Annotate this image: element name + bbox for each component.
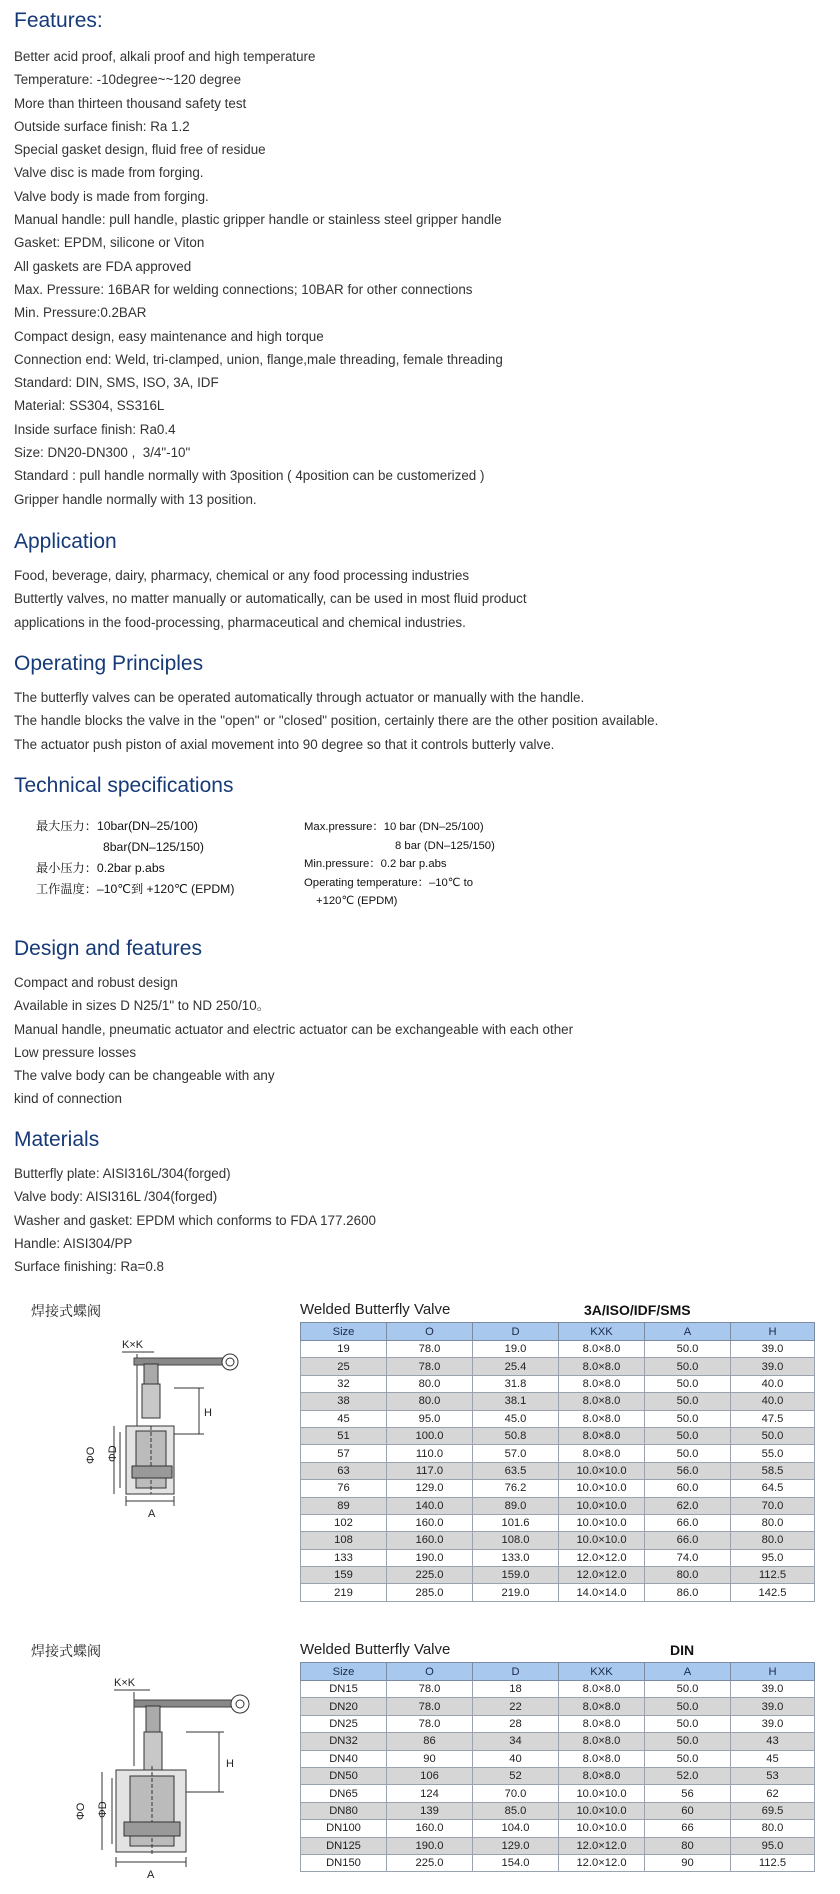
features-line: Special gasket design, fluid free of residue: [14, 142, 266, 158]
table-cell: 40.0: [731, 1393, 815, 1410]
table-cell: 70.0: [731, 1497, 815, 1514]
table-cell: 18: [473, 1681, 559, 1698]
table-standard-3a: 3A/ISO/IDF/SMS: [584, 1302, 691, 1318]
table-cell: 34: [473, 1733, 559, 1750]
table-cell: 14.0×14.0: [559, 1584, 645, 1601]
table-row: [301, 1750, 815, 1767]
table-row: [301, 1341, 815, 1358]
table-cell: 112.5: [731, 1854, 815, 1871]
column-header: O: [387, 1663, 473, 1681]
materials-heading: Materials: [14, 1128, 100, 1151]
table-cell: 76: [301, 1480, 387, 1497]
table-cell: 80.0: [645, 1567, 731, 1584]
table-cell: 225.0: [387, 1567, 473, 1584]
features-line: Gripper handle normally with 13 position.: [14, 491, 257, 507]
table-cell: 12.0×12.0: [559, 1837, 645, 1854]
materials-line: Handle: AISI304/PP: [14, 1235, 133, 1251]
column-header: KXK: [559, 1663, 645, 1681]
table-cell: 8.0×8.0: [559, 1698, 645, 1715]
table-row: [301, 1375, 815, 1392]
table-cell: 133: [301, 1549, 387, 1566]
table-cell: 10.0×10.0: [559, 1480, 645, 1497]
table-cell: 86: [387, 1733, 473, 1750]
a-label-din: A: [147, 1869, 155, 1881]
table-cell: 50.0: [645, 1681, 731, 1698]
table-cell: 108.0: [473, 1532, 559, 1549]
table-cell: 95.0: [731, 1837, 815, 1854]
table-cell: 25: [301, 1358, 387, 1375]
column-header: D: [473, 1663, 559, 1681]
table-cell: 60.0: [645, 1480, 731, 1497]
column-header: D: [473, 1323, 559, 1341]
table-cell: 139: [387, 1802, 473, 1819]
spec-table-din: [300, 1662, 815, 1872]
technical-heading: Technical specifications: [14, 774, 234, 797]
table-cell: 106: [387, 1767, 473, 1784]
design-line: Low pressure losses: [14, 1044, 137, 1060]
table-cell: 90: [387, 1750, 473, 1767]
kxk-label: K×K: [122, 1339, 144, 1351]
table-cell: 50.0: [731, 1427, 815, 1444]
table-cell: DN50: [301, 1767, 387, 1784]
table-cell: 95.0: [387, 1410, 473, 1427]
table-cell: 56: [645, 1785, 731, 1802]
table-cell: 40.0: [731, 1375, 815, 1392]
features-line: Better acid proof, alkali proof and high temperature: [14, 49, 316, 64]
valve-drawing-3a: [54, 1336, 254, 1521]
features-line: Compact design, easy maintenance and high torque: [14, 328, 324, 344]
table-cell: 10.0×10.0: [559, 1820, 645, 1837]
design-line: Compact and robust design: [14, 975, 178, 990]
table-cell: 39.0: [731, 1681, 815, 1698]
table-row: [301, 1427, 815, 1444]
table-cell: 10.0×10.0: [559, 1514, 645, 1531]
table-row: [301, 1393, 815, 1410]
table-cell: 112.5: [731, 1567, 815, 1584]
table-cell: 45: [301, 1410, 387, 1427]
table-row: [301, 1480, 815, 1497]
table-cell: 159: [301, 1567, 387, 1584]
features-line: Standard: DIN, SMS, ISO, 3A, IDF: [14, 375, 219, 391]
table-row: [301, 1584, 815, 1601]
phi-o-label: ΦO: [85, 1446, 97, 1464]
table-cell: 8.0×8.0: [559, 1410, 645, 1427]
en-temp-line-2: +120℃ (EPDM): [316, 895, 398, 907]
materials-line: Butterfly plate: AISI316L/304(forged): [14, 1166, 231, 1181]
table-row: [301, 1681, 815, 1698]
table-cell: 80: [645, 1837, 731, 1854]
table-cell: 56.0: [645, 1462, 731, 1479]
table-cell: 8.0×8.0: [559, 1750, 645, 1767]
table-cell: 85.0: [473, 1802, 559, 1819]
table-cell: 154.0: [473, 1854, 559, 1871]
table-cell: 74.0: [645, 1549, 731, 1566]
table-cell: 78.0: [387, 1698, 473, 1715]
table-row: [301, 1785, 815, 1802]
table-row: [301, 1410, 815, 1427]
phi-d-label-din: ΦD: [97, 1801, 109, 1818]
table-cell: 50.8: [473, 1427, 559, 1444]
column-header: KXK: [559, 1323, 645, 1341]
table-cell: DN125: [301, 1837, 387, 1854]
table-cell: 124: [387, 1785, 473, 1802]
table-cell: 12.0×12.0: [559, 1854, 645, 1871]
table-cell: 19: [301, 1341, 387, 1358]
table-cell: 95.0: [731, 1549, 815, 1566]
table-row: [301, 1532, 815, 1549]
table-cell: 39.0: [731, 1698, 815, 1715]
table-cell: 70.0: [473, 1785, 559, 1802]
table-cell: 219: [301, 1584, 387, 1601]
table-row: [301, 1802, 815, 1819]
table-cell: 50.0: [645, 1750, 731, 1767]
table-cell: 63.5: [473, 1462, 559, 1479]
table-cell: DN65: [301, 1785, 387, 1802]
features-heading: Features:: [14, 9, 103, 32]
table-cell: 140.0: [387, 1497, 473, 1514]
design-line: Available in sizes D N25/1" to ND 250/10。: [14, 998, 271, 1014]
table-cell: 66.0: [645, 1532, 731, 1549]
operating-list: [14, 686, 658, 756]
application-line: applications in the food-processing, pharmaceutical and chemical industries.: [14, 614, 466, 630]
features-list: [14, 45, 503, 511]
table-cell: DN40: [301, 1750, 387, 1767]
design-line: Manual handle, pneumatic actuator and electric actuator can be exchangeable with each other: [14, 1021, 574, 1037]
table-cell: 45.0: [473, 1410, 559, 1427]
table-cell: 8.0×8.0: [559, 1393, 645, 1410]
features-line: Max. Pressure: 16BAR for welding connections; 10BAR for other connections: [14, 281, 473, 297]
column-header: A: [645, 1663, 731, 1681]
table-cell: 32: [301, 1375, 387, 1392]
application-line: Food, beverage, dairy, pharmacy, chemical or any food processing industries: [14, 568, 470, 583]
features-line: Valve body is made from forging.: [14, 188, 209, 204]
table-cell: 129.0: [387, 1480, 473, 1497]
table-cell: 55.0: [731, 1445, 815, 1462]
table-title-din: Welded Butterfly Valve: [300, 1641, 451, 1658]
cn-temp-line: 工作温度：–10℃到 +120℃ (EPDM): [36, 882, 235, 896]
table-cell: 80.0: [387, 1393, 473, 1410]
table-cell: 8.0×8.0: [559, 1733, 645, 1750]
features-line: All gaskets are FDA approved: [14, 258, 192, 274]
table-cell: 89.0: [473, 1497, 559, 1514]
column-header: H: [731, 1663, 815, 1681]
table-row: [301, 1445, 815, 1462]
a-label: A: [148, 1508, 156, 1520]
table-cell: 8.0×8.0: [559, 1427, 645, 1444]
table-cell: 76.2: [473, 1480, 559, 1497]
operating-line: The butterfly valves can be operated automatically through actuator or manually with the handle.: [14, 690, 585, 705]
table-cell: 8.0×8.0: [559, 1341, 645, 1358]
table-cell: 39.0: [731, 1715, 815, 1732]
table-cell: 129.0: [473, 1837, 559, 1854]
materials-line: Surface finishing: Ra=0.8: [14, 1259, 164, 1275]
table-cell: 53: [731, 1767, 815, 1784]
features-line: Connection end: Weld, tri-clamped, union, flange,male threading, female threading: [14, 351, 503, 367]
table-cell: 101.6: [473, 1514, 559, 1531]
table-cell: 8.0×8.0: [559, 1445, 645, 1462]
table-cell: 225.0: [387, 1854, 473, 1871]
table-cell: 50.0: [645, 1427, 731, 1444]
table-cell: 38: [301, 1393, 387, 1410]
table-cell: 190.0: [387, 1549, 473, 1566]
table-cell: 66.0: [645, 1514, 731, 1531]
table-cell: 50.0: [645, 1733, 731, 1750]
table-cell: 12.0×12.0: [559, 1549, 645, 1566]
application-line: Buttertly valves, no matter manually or automatically, can be used in most fluid product: [14, 591, 527, 607]
cn-max-value-1: 10bar(DN–25/100): [96, 819, 198, 833]
table-cell: DN25: [301, 1715, 387, 1732]
table-cell: 50.0: [645, 1393, 731, 1410]
table-cell: 40: [473, 1750, 559, 1767]
table-cell: 57: [301, 1445, 387, 1462]
table-row: [301, 1567, 815, 1584]
features-line: Temperature: -10degree~~120 degree: [14, 72, 242, 88]
table-cell: 78.0: [387, 1681, 473, 1698]
table-cell: 50.0: [645, 1698, 731, 1715]
table-cell: 12.0×12.0: [559, 1567, 645, 1584]
table-cell: 47.5: [731, 1410, 815, 1427]
en-min-line: Min.pressure：0.2 bar p.abs: [304, 858, 447, 870]
table-cell: 62.0: [645, 1497, 731, 1514]
table-cell: 10.0×10.0: [559, 1462, 645, 1479]
table-cell: 78.0: [387, 1341, 473, 1358]
table-row: [301, 1698, 815, 1715]
column-header: Size: [301, 1323, 387, 1341]
phi-o-label-din: ΦO: [75, 1802, 87, 1820]
table-cell: 80.0: [387, 1375, 473, 1392]
features-line: Outside surface finish: Ra 1.2: [14, 118, 190, 134]
table-row: [301, 1358, 815, 1375]
features-line: Valve disc is made from forging.: [14, 165, 204, 181]
table-cell: 8.0×8.0: [559, 1375, 645, 1392]
table-cell: 160.0: [387, 1514, 473, 1531]
table-cell: 90: [645, 1854, 731, 1871]
operating-heading: Operating Principles: [14, 652, 204, 675]
en-max-line-2: 8 bar (DN–125/150): [395, 839, 495, 852]
en-max-line-1: Max.pressure：10 bar (DN–25/100): [304, 821, 484, 833]
table-cell: 89: [301, 1497, 387, 1514]
table-cell: 60: [645, 1802, 731, 1819]
table-cell: 160.0: [387, 1532, 473, 1549]
table-cell: DN80: [301, 1802, 387, 1819]
technical-en-block: [304, 818, 495, 911]
features-line: Gasket: EPDM, silicone or Viton: [14, 235, 205, 251]
table-cell: 10.0×10.0: [559, 1785, 645, 1802]
table-cell: DN15: [301, 1681, 387, 1698]
table-row: [301, 1820, 815, 1837]
cn-title-3a: 焊接式蝶阀: [31, 1303, 101, 1319]
table-row: [301, 1715, 815, 1732]
materials-line: Valve body: AISI316L /304(forged): [14, 1189, 218, 1205]
table-cell: 142.5: [731, 1584, 815, 1601]
phi-d-label: ΦD: [107, 1445, 119, 1462]
table-cell: 62: [731, 1785, 815, 1802]
valve-drawing-din: [54, 1674, 264, 1884]
table-cell: 19.0: [473, 1341, 559, 1358]
materials-list: [14, 1162, 376, 1278]
table-cell: 133.0: [473, 1549, 559, 1566]
table-cell: 86.0: [645, 1584, 731, 1601]
table-cell: 22: [473, 1698, 559, 1715]
design-line: kind of connection: [14, 1091, 122, 1107]
table-cell: DN150: [301, 1854, 387, 1871]
table-cell: 52: [473, 1767, 559, 1784]
table-cell: 28: [473, 1715, 559, 1732]
table-cell: 100.0: [387, 1427, 473, 1444]
table-cell: 51: [301, 1427, 387, 1444]
table-row: [301, 1854, 815, 1871]
table-cell: 58.5: [731, 1462, 815, 1479]
technical-cn-block: [36, 816, 234, 900]
table-cell: 78.0: [387, 1715, 473, 1732]
table-cell: 52.0: [645, 1767, 731, 1784]
table-cell: 10.0×10.0: [559, 1532, 645, 1549]
table-row: [301, 1549, 815, 1566]
table-cell: 102: [301, 1514, 387, 1531]
h-label-din: H: [226, 1758, 234, 1770]
table-cell: 78.0: [387, 1358, 473, 1375]
table-cell: 39.0: [731, 1358, 815, 1375]
table-standard-din: DIN: [670, 1642, 695, 1658]
materials-line: Washer and gasket: EPDM which conforms to FDA 177.2600: [14, 1212, 376, 1228]
table-row: [301, 1837, 815, 1854]
table-cell: 38.1: [473, 1393, 559, 1410]
table-cell: 160.0: [387, 1820, 473, 1837]
table-cell: 108: [301, 1532, 387, 1549]
table-cell: 10.0×10.0: [559, 1802, 645, 1819]
cn-max-label: 最大压力：: [36, 819, 97, 833]
cn-min-line: 最小压力：0.2bar p.abs: [36, 861, 165, 875]
table-cell: DN32: [301, 1733, 387, 1750]
table-row: [301, 1733, 815, 1750]
features-line: Size: DN20-DN300 , 3/4"-10": [14, 445, 191, 461]
table-cell: 80.0: [731, 1514, 815, 1531]
features-line: More than thirteen thousand safety test: [14, 95, 247, 111]
en-temp-line-1: Operating temperature：–10℃ to: [304, 876, 474, 889]
table-cell: 8.0×8.0: [559, 1767, 645, 1784]
features-line: Min. Pressure:0.2BAR: [14, 305, 147, 321]
table-cell: 50.0: [645, 1445, 731, 1462]
table-cell: 50.0: [645, 1410, 731, 1427]
spec-table-3a: [300, 1322, 815, 1602]
features-line: Material: SS304, SS316L: [14, 398, 165, 414]
table-cell: 50.0: [645, 1375, 731, 1392]
features-line: Standard : pull handle normally with 3position ( 4position can be customerized ): [14, 468, 485, 484]
table-row: [301, 1497, 815, 1514]
table-cell: 50.0: [645, 1358, 731, 1375]
table-cell: 110.0: [387, 1445, 473, 1462]
table-cell: 63: [301, 1462, 387, 1479]
application-heading: Application: [14, 530, 117, 553]
column-header: O: [387, 1323, 473, 1341]
table-cell: 8.0×8.0: [559, 1681, 645, 1698]
table-cell: 104.0: [473, 1820, 559, 1837]
table-cell: 69.5: [731, 1802, 815, 1819]
table-cell: 50.0: [645, 1715, 731, 1732]
table-cell: 80.0: [731, 1532, 815, 1549]
table-cell: 219.0: [473, 1584, 559, 1601]
table-cell: 45: [731, 1750, 815, 1767]
operating-line: The handle blocks the valve in the "open" or "closed" position, certainly there are the other position available.: [14, 713, 659, 729]
features-line: Inside surface finish: Ra0.4: [14, 421, 176, 437]
table-cell: 50.0: [645, 1341, 731, 1358]
table-cell: DN20: [301, 1698, 387, 1715]
column-header: Size: [301, 1663, 387, 1681]
table-cell: 190.0: [387, 1837, 473, 1854]
table-cell: 64.5: [731, 1480, 815, 1497]
table-row: [301, 1462, 815, 1479]
table-cell: 285.0: [387, 1584, 473, 1601]
design-heading: Design and features: [14, 937, 202, 960]
table-cell: 25.4: [473, 1358, 559, 1375]
table-cell: 66: [645, 1820, 731, 1837]
cn-title-din: 焊接式蝶阀: [31, 1643, 101, 1659]
column-header: H: [731, 1323, 815, 1341]
table-cell: 117.0: [387, 1462, 473, 1479]
table-cell: 10.0×10.0: [559, 1497, 645, 1514]
table-cell: 8.0×8.0: [559, 1715, 645, 1732]
table-cell: 39.0: [731, 1341, 815, 1358]
table-title-3a: Welded Butterfly Valve: [300, 1301, 451, 1318]
table-cell: 8.0×8.0: [559, 1358, 645, 1375]
table-cell: 43: [731, 1733, 815, 1750]
h-label: H: [204, 1407, 212, 1419]
table-cell: 80.0: [731, 1820, 815, 1837]
features-line: Manual handle: pull handle, plastic gripper handle or stainless steel gripper handle: [14, 212, 502, 228]
table-cell: 31.8: [473, 1375, 559, 1392]
table-cell: DN100: [301, 1820, 387, 1837]
table-row: [301, 1514, 815, 1531]
table-cell: 159.0: [473, 1567, 559, 1584]
column-header: A: [645, 1323, 731, 1341]
table-row: [301, 1767, 815, 1784]
application-list: [14, 564, 527, 634]
cn-max-value-2: 8bar(DN–125/150): [103, 840, 204, 854]
operating-line: The actuator push piston of axial movement into 90 degree so that it controls butterly valve.: [14, 736, 555, 752]
design-line: The valve body can be changeable with any: [14, 1068, 275, 1084]
table-cell: 57.0: [473, 1445, 559, 1462]
design-list: [14, 971, 573, 1111]
kxk-label-din: K×K: [114, 1677, 136, 1689]
